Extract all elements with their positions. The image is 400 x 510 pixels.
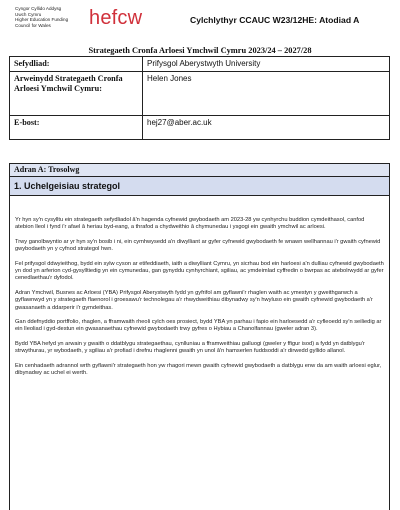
institution-value: Prifysgol Aberystwyth University — [143, 57, 390, 72]
body-paragraph: Gan ddefnyddio portffolio, rhaglen, a fframwaith rheoli cylch oes prosiect, bydd YBA yn parhau i fapio ein harloesedd a'r cyfleoedd sy'n seiliedig ar ein lleoliad i gyd-destun ein gwasanaethau cyfnewid gwybodaeth trwy gyfres o Hybiau a Chanolfannau (gweler adran 3). — [15, 319, 382, 333]
table-row — [10, 57, 390, 72]
body-paragraph: Fel prifysgol ddwyieithog, bydd ein sylw cyson ar etifeddiaeth, iaith a diwylliant Cymru, yn sicrhau bod ein harloesi a'n dulliau cyfnewid gwybodaeth yn dod yn arferion cyd-gysylltiedig yn ein cymunedau, gan gynyddu cynhyrchiant, sgiliau, ac ymdeimlad cyffredin o bwrpas ac atebolrwydd ar gyfer cenedlaethau'r dyfodol. — [15, 260, 384, 282]
section-heading: Adran A: Trosolwg — [10, 164, 389, 177]
table-row — [10, 72, 390, 116]
body-paragraph: Ein cenhadaeth adrannol wrth gyflawni'r strategaeth hon yw rhagori mewn gwaith cyfnewid gwybodaeth a datblygu enw da am waith arloesi eglur, dibynadwy ac uchel ei werth. — [15, 362, 382, 377]
body-paragraph: Bydd YBA hefyd yn arwain y gwaith o ddatblygu strategaethau, cynlluniau a fframweithiau galluogi (gweler y ffigur isod) a fydd yn datblygu'r strwythurau, yr wybodaeth, y sgiliau a'r profiad i drefnu rhaglenni gwaith yn unol â'n hamserlen fuddsoddi a'r dirwedd gyllido allanol. — [15, 341, 365, 355]
institution-label: Sefydliad: — [10, 57, 143, 72]
council-name-line: Cyngor Cyllido Addysg — [15, 6, 62, 11]
document-title: Strategaeth Cronfa Arloesi Ymchwil Cymru 2023/24 – 2027/28 — [88, 46, 312, 55]
council-name-line: Council for Wales — [15, 22, 51, 28]
body-paragraph: Trwy ganolbwyntio ar yr hyn sy'n bosib i ni, ein cymhwysedd a'n diwylliant ar gyfer cyfnewid gwybodaeth fe wnawn wellhannau i'r gwaith cyfnewid gwybodaeth yn y cyfnod strategol hwn. — [15, 238, 381, 253]
body-paragraph: Adran Ymchwil, Busnes ac Arloesi (YBA) Prifysgol Aberystwyth fydd yn gyfrifol am gyflawni'r rhaglen waith ac ymestyn y gweithgarwch a gyflawnwyd yn y strategaeth flaenorol i groesawu'r technolegau a'r rhwydweithiau dibynadwy sy'n hwyluso ein gwaith cyfnewid gwybodaeth a'r gwasanaeth a ddarperir i'r gymdeithas. — [15, 289, 373, 311]
page-header — [0, 0, 400, 40]
details-table — [9, 56, 390, 140]
email-value: hej27@aber.ac.uk — [143, 116, 390, 140]
council-name-line: Uwch Cymru — [15, 11, 42, 17]
body-paragraph: Yr hyn sy'n cysylltu ein strategaeth sefydliadol â'n hagenda cyfnewid gwybodaeth am 2023-28 yw cynhyrchu buddion cymdeithasol, canfod atebion lleol i fynd i'r afael â heriau byd-eang, a thrafod a chydweithio â chymunedau i ysgogi ein gwaith ymchwil ac arloesi. — [15, 217, 365, 231]
document-reference: Cylchlythyr CCAUC W23/12HE: Atodiad A — [190, 15, 360, 25]
table-row — [10, 116, 390, 140]
council-name-line: Higher Education Funding — [15, 17, 69, 23]
section-subheading: 1. Uchelgeisiau strategol — [10, 177, 389, 196]
council-name-block — [15, 6, 68, 28]
strategy-lead-label: Arweinydd Strategaeth Cronfa Arloesi Ymchwil Cymru: — [10, 72, 143, 116]
section-body — [10, 196, 389, 378]
section-a — [9, 163, 390, 510]
email-label: E-bost: — [10, 116, 143, 140]
hefcw-logo: hefcw — [89, 7, 143, 29]
strategy-lead-value: Helen Jones — [143, 72, 390, 116]
